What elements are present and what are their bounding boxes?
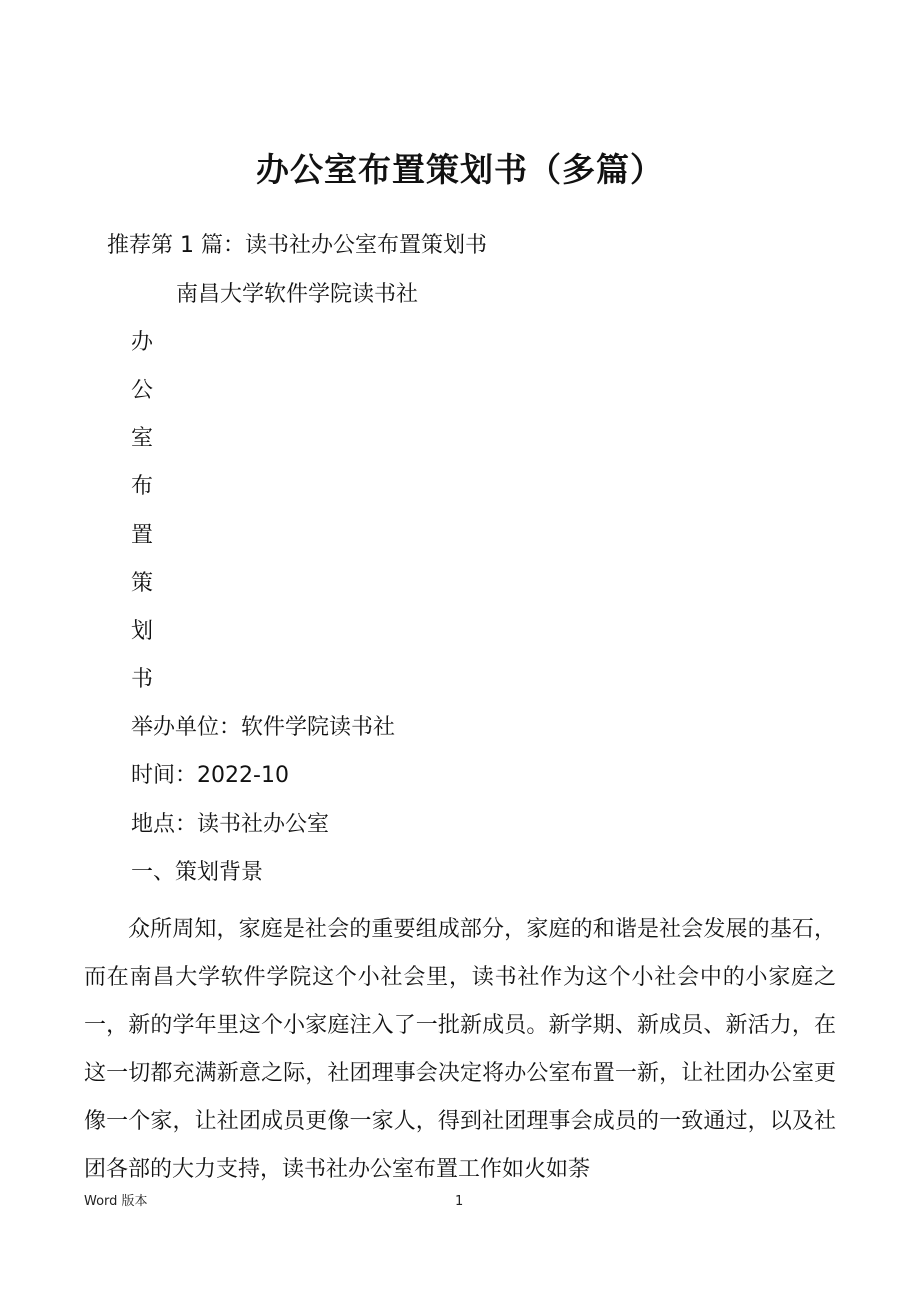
host-unit: 举办单位：软件学院读书社: [131, 715, 396, 740]
section-heading: 一、策划背景: [131, 860, 264, 885]
vertical-title-char: 划: [131, 619, 154, 644]
vertical-title-char: 策: [131, 571, 154, 596]
document-title: 办公室布置策划书（多篇）: [256, 150, 664, 189]
footer-version-label: Word 版本: [84, 1194, 148, 1209]
background-paragraph: 众所周知，家庭是社会的重要组成部分，家庭的和谐是社会发展的基石，而在南昌大学软件学院这个小社会里，读书社作为这个小社会中的小家庭之一，新的学年里这个小家庭注入了一批新成员。新学期、新成员、新活力，在这一切都充满新意之际，社团理事会决定将办公室布置一新，让社团办公室更像一个家，让社团成员更像一家人，得到社团理事会成员的一致通过，以及社团各部的大力支持，读书社办公室布置工作如火如荼: [84, 917, 836, 1182]
event-time: [131, 760, 289, 792]
vertical-title-char: 布: [131, 474, 154, 499]
event-location: 地点：读书社办公室: [131, 812, 330, 837]
page-number: 1: [455, 1194, 464, 1209]
time-label: 时间：: [131, 763, 198, 788]
vertical-title-char: 室: [131, 426, 154, 451]
vertical-title-char: 置: [131, 523, 154, 548]
time-value: 2022-10: [197, 763, 289, 788]
vertical-title-char: 书: [131, 667, 154, 692]
recommend-heading: 推荐第 1 篇：读书社办公室布置策划书: [107, 233, 487, 258]
vertical-title-char: 办: [131, 330, 154, 355]
organization-name: 南昌大学软件学院读书社: [176, 282, 419, 307]
vertical-title-char: 公: [131, 378, 154, 403]
